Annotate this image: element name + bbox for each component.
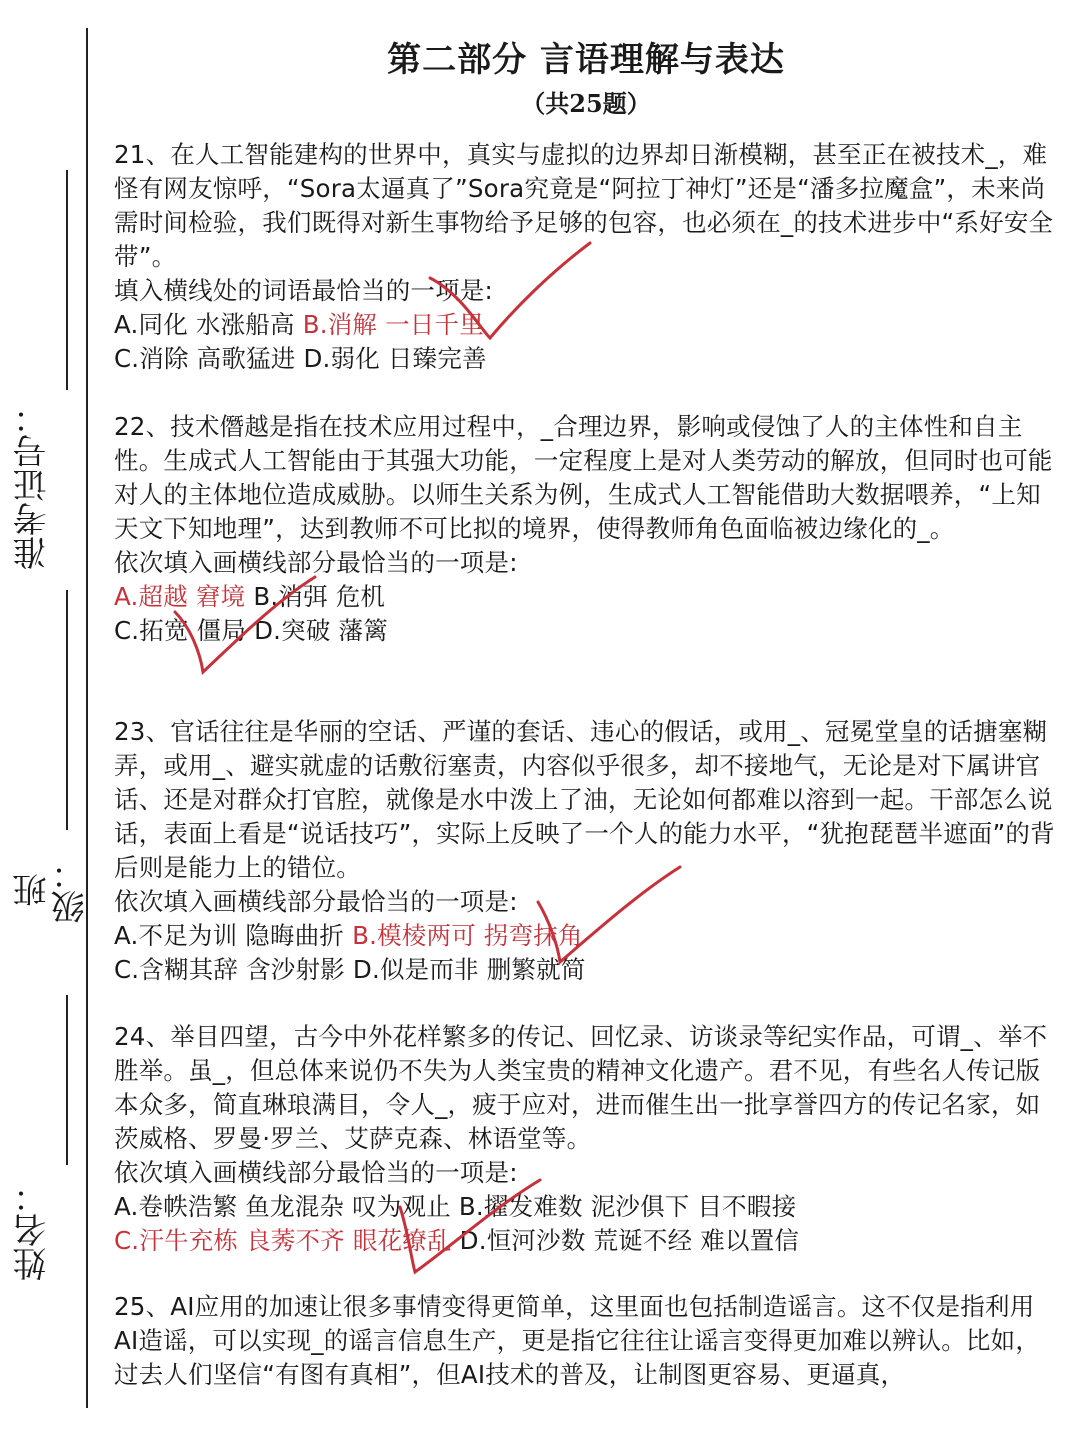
option-a: A.不足为训 隐晦曲折 [114,921,345,950]
exam-number-label: 准考证号： [13,400,53,570]
question-24 [114,1020,1058,1258]
option-c-correct: C.汗牛充栋 良莠不齐 眼花缭乱 [114,1226,452,1255]
option-b-correct: B.模棱两可 拐弯抹角 [352,921,583,950]
option-a: A.同化 水涨船高 [114,310,295,339]
section-subtitle: （共25题） [521,89,651,118]
question-stem: 22、技术僭越是指在技术应用过程中，_合理边界，影响或侵蚀了人的主体性和自主性。生成式人工智能由于其强大功能，一定程度上是对人类劳动的解放，但同时也可能对人的主体地位造成威胁。以师生关系为例，生成式人工智能借助大数据喂养，“上知天文下知地理”，达到教师不可比拟的境界，使得教师角色面临被边缘化的_。 [114,412,1053,543]
option-d: D.突破 藩篱 [254,616,388,645]
option-a-correct: A.超越 窘境 [114,582,246,611]
exam-number-blank [66,170,68,390]
exam-number-blank-lower [66,590,68,830]
option-d: D.恒河沙数 荒诞不经 难以置信 [459,1226,800,1255]
check-mark-icon [165,572,325,682]
check-mark-icon [420,238,600,348]
option-c: C.含糊其辞 含沙射影 [114,955,345,984]
name-label: 姓名： [13,1179,53,1281]
option-c: C.消除 高歌猛进 [114,344,296,373]
question-prompt: 依次填入画横线部分最恰当的一项是: [114,548,518,577]
class-blank [66,995,68,1165]
options-row [114,1190,1058,1224]
binding-strip [0,0,90,1440]
question-prompt: 依次填入画横线部分最恰当的一项是: [114,887,518,916]
option-c: C.拓宽 僵局 [114,616,247,645]
options-row [114,1224,1058,1258]
option-b: B.擢发难数 泥沙俱下 目不暇接 [458,1192,797,1221]
option-d: D.似是而非 删繁就简 [352,955,586,984]
question-stem: 25、AI应用的加速让很多事情变得更简单，这里面也包括制造谣言。这不仅是指利用AI造谣，可以实现_的谣言信息生产，更是指它往往让谣言变得更加难以辨认。比如，过去人们坚信“有图有真相”，但AI技术的普及，让制图更容易、更逼真， [114,1292,1041,1389]
class-label: 班级： [13,856,91,924]
check-mark-icon [390,1172,550,1282]
option-b-correct: B.消解 一日千里 [302,310,484,339]
question-25 [114,1290,1058,1392]
option-d: D.弱化 日臻完善 [303,344,487,373]
question-prompt: 填入横线处的词语最恰当的一项是: [114,276,493,305]
section-title: 第二部分 言语理解与表达 [387,40,785,80]
question-prompt: 依次填入画横线部分最恰当的一项是: [114,1158,518,1187]
question-stem: 24、举目四望，古今中外花样繁多的传记、回忆录、访谈录等纪实作品，可谓_、举不胜举。虽_，但总体来说仍不失为人类宝贵的精神文化遗产。君不见，有些名人传记版本众多，简直琳琅满目，令人_，疲于应对，进而催生出一批享誉四方的传记名家，如茨威格、罗曼·罗兰、艾萨克森、林语堂等。 [114,1022,1048,1153]
question-stem: 21、在人工智能建构的世界中，真实与虚拟的边界却日渐模糊，甚至正在被技术_，难怪有网友惊呼，“Sora太逼真了”Sora究竟是“阿拉丁神灯”还是“潘多拉魔盒”，未来尚需时间检验，我们既得对新生事物给予足够的包容，也必须在_的技术进步中“系好安全带”。 [114,140,1054,271]
option-a: A.卷帙浩繁 鱼龙混杂 叹为观止 [114,1192,451,1221]
check-mark-icon [530,862,690,972]
binding-line [86,28,88,1408]
option-b: B.消弭 危机 [253,582,386,611]
question-stem: 23、官话往往是华丽的空话、严谨的套话、违心的假话，或用_、冠冕堂皇的话搪塞糊弄，或用_、避实就虚的话敷衍塞责，内容似乎很多，却不接地气，无论是对下属讲官话、还是对群众打官腔，就像是水中泼上了油，无论如何都难以溶到一起。干部怎么说话，表面上看是“说话技巧”，实际上反映了一个人的能力水平，“犹抱琵琶半遮面”的背后则是能力上的错位。 [114,717,1055,882]
